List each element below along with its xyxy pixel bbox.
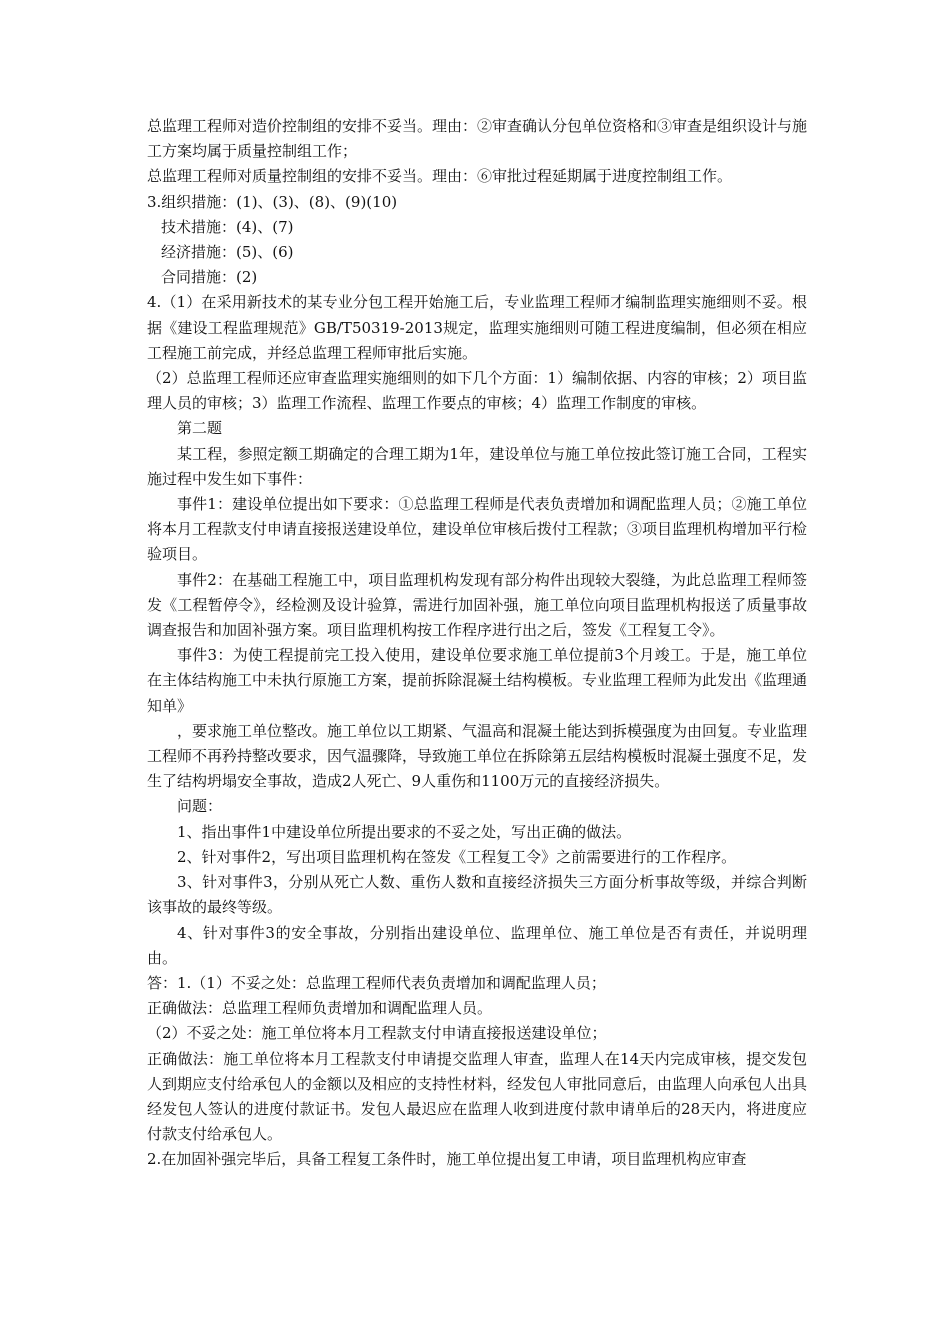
paragraph: 事件1：建设单位提出如下要求：①总监理工程师是代表负责增加和调配监理人员；②施工单位将本月工程款支付申请直接报送建设单位，建设单位审核后拨付工程款；③项目监理机构增加平行检验项目。: [147, 495, 808, 564]
paragraph: 问题：: [177, 797, 223, 816]
paragraph: 某工程，参照定额工期确定的合理工期为1年，建设单位与施工单位按此签订施工合同，工程实施过程中发生如下事件：: [147, 444, 807, 488]
paragraph: 经济措施：(5)、(6): [161, 243, 294, 262]
paragraph: 3.组织措施：(1)、(3)、(8)、(9)(10): [147, 192, 398, 211]
answer-paragraph: 2.在加固补强完毕后，具备工程复工条件时，施工单位提出复工申请，项目监理机构应审查: [147, 1150, 747, 1169]
question-item: 1、指出事件1中建设单位所提出要求的不妥之处，写出正确的做法。: [177, 822, 632, 841]
paragraph: 技术措施：(4)、(7): [161, 217, 294, 236]
paragraph: 总监理工程师对质量控制组的安排不妥当。理由：⑥审批过程延期属于进度控制组工作。: [147, 167, 733, 186]
answer-paragraph: 答：1.（1）不妥之处：总监理工程师代表负责增加和调配监理人员；: [147, 973, 606, 992]
answer-paragraph: （2）不妥之处：施工单位将本月工程款支付申请直接报送建设单位；: [147, 1024, 607, 1043]
paragraph: 合同措施：(2): [161, 268, 258, 287]
paragraph: 事件2：在基础工程施工中，项目监理机构发现有部分构件出现较大裂缝，为此总监理工程师签发《工程暂停令》，经检测及设计验算，需进行加固补强，施工单位向项目监理机构报送了质量事故调查报告和加固补强方案。项目监理机构按工作程序进行出之后，签发《工程复工令》。: [147, 570, 807, 640]
answer-paragraph: 正确做法：总监理工程师负责增加和调配监理人员。: [147, 999, 493, 1018]
answer-paragraph: 正确做法：施工单位将本月工程款支付申请提交监理人审查，监理人在14天内完成审核，提交发包人到期应支付给承包人的金额以及相应的支持性材料，经发包人审批同意后，由监理人向承包人出具经发包人签认的进度付款证书。发包人最迟应在监理人收到进度付款申请单后的28天内，将进度应付款支付给承包人。: [147, 1049, 808, 1144]
paragraph: 4.（1）在采用新技术的某专业分包工程开始施工后，专业监理工程师才编制监理实施细则不妥。根据《建设工程监理规范》GB/T50319-2013规定，监理实施细则可随工程进度编制，但必须在相应工程施工前完成，并经总监理工程师审批后实施。: [147, 293, 807, 362]
paragraph: 总监理工程师对造价控制组的安排不妥当。理由：②审查确认分包单位资格和③审查是组织设计与施工方案均属于质量控制组工作；: [147, 117, 808, 161]
question-item: 3、针对事件3，分别从死亡人数、重伤人数和直接经济损失三方面分析事故等级，并综合判断该事故的最终等级。: [147, 873, 807, 917]
question-item: 4、针对事件3的安全事故，分别指出建设单位、监理单位、施工单位是否有责任，并说明理由。: [147, 923, 807, 967]
question-item: 2、针对事件2，写出项目监理机构在签发《工程复工令》之前需要进行的工作程序。: [177, 847, 737, 866]
paragraph: 事件3：为使工程提前完工投入使用，建设单位要求施工单位提前3个月竣工。于是，施工单位在主体结构施工中未执行原施工方案，提前拆除混凝土结构模板。专业监理工程师为此发出《监理通知单》: [147, 646, 808, 715]
document-page: [147, 114, 807, 1173]
paragraph: ，要求施工单位整改。施工单位以工期紧、气温高和混凝土能达到拆模强度为由回复。专业监理工程师不再矜持整改要求，因气温骤降，导致施工单位在拆除第五层结构模板时混凝土强度不足，发生了结构坍塌安全事故，造成2人死亡、9人重伤和1100万元的直接经济损失。: [147, 721, 808, 791]
paragraph: （2）总监理工程师还应审查监理实施细则的如下几个方面：1）编制依据、内容的审核；2）项目监理人员的审核；3）监理工作流程、监理工作要点的审核；4）监理工作制度的审核。: [147, 369, 807, 413]
section-heading: 第二题: [177, 419, 223, 438]
